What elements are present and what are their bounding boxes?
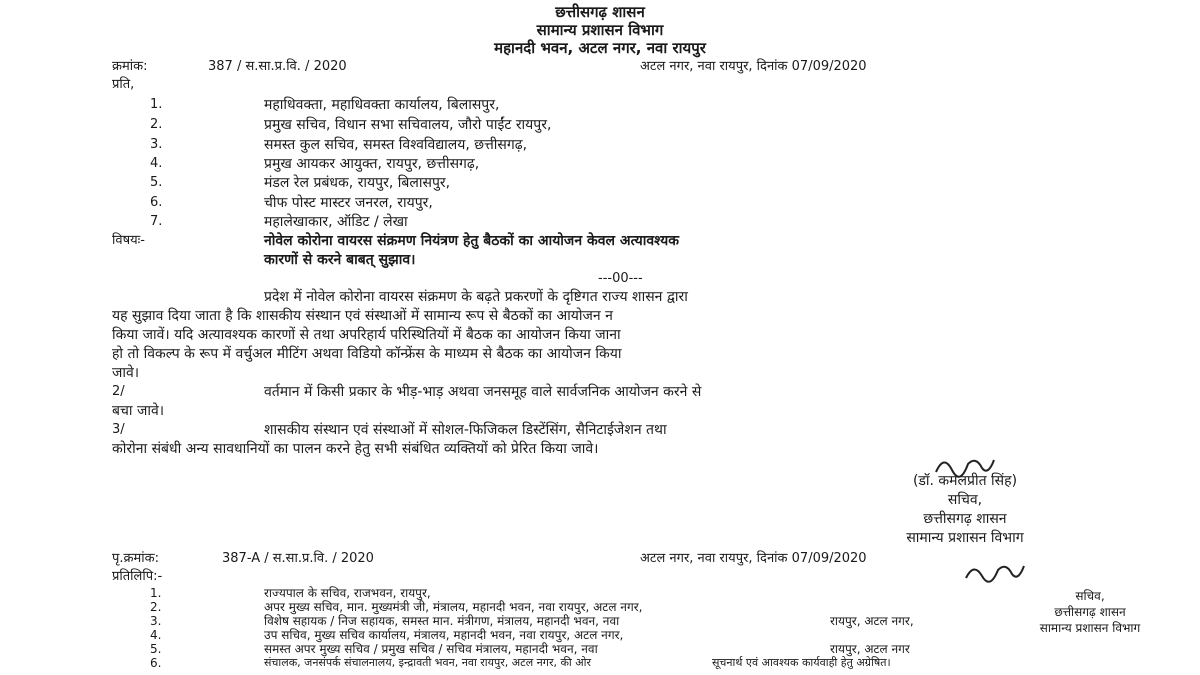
signatory-title: सचिव, xyxy=(947,492,983,508)
recipient-num: 6. xyxy=(150,195,163,210)
recipient-num: 5. xyxy=(150,175,163,190)
recipient-text: चीफ पोस्ट मास्टर जनरल, रायपुर, xyxy=(264,195,433,211)
recipient-text: मंडल रेल प्रबंधक, रायपुर, बिलासपुर, xyxy=(264,175,451,191)
recipient-text: प्रमुख सचिव, विधान सभा सचिवालय, जौरो पाईंट रायपुर, xyxy=(264,117,552,133)
paragraph-num: 3/ xyxy=(112,422,125,437)
subject-line: नोवेल कोरोना वायरस संक्रमण नियंत्रण हेतु बैठकों का आयोजन केवल अत्यावश्यक xyxy=(264,233,679,249)
copy-recipient-num: 1. xyxy=(150,586,162,600)
recipient-text: महालेखाकार, ऑडिट / लेखा xyxy=(264,214,408,230)
copy-recipient-text: अपर मुख्य सचिव, मान. मुख्यमंत्री जी, मंत्रालय, महानदी भवन, नवा रायपुर, अटल नगर, xyxy=(264,600,643,614)
recipient-num: 7. xyxy=(150,214,163,229)
paragraph-line: वर्तमान में किसी प्रकार के भीड़-भाड़ अथवा जनसमूह वाले सार्वजनिक आयोजन करने से xyxy=(264,384,702,400)
copy-recipient-text: समस्त अपर मुख्य सचिव / प्रमुख सचिव / सचिव मंत्रालय, महानदी भवन, नवा xyxy=(264,642,598,656)
signature-scribble xyxy=(960,560,1030,586)
recipient-num: 3. xyxy=(150,137,163,152)
to-label: प्रति, xyxy=(112,77,135,92)
copy-recipient-text: विशेष सहायक / निज सहायक, समस्त मान. मंत्रीगण, मंत्रालय, महानदी भवन, नवा xyxy=(264,614,620,628)
copy-ref-number: 387-A / स.सा.प्र.वि. / 2020 xyxy=(222,551,374,566)
copy-recipient-num: 4. xyxy=(150,628,162,642)
copy-recipient-num: 3. xyxy=(150,614,162,628)
header-dept: सामान्य प्रशासन विभाग xyxy=(536,21,664,39)
recipient-text: समस्त कुल सचिव, समस्त विश्वविद्यालय, छत्तीसगढ़, xyxy=(264,137,528,153)
copy-signatory-title: सचिव, xyxy=(1075,589,1105,603)
recipient-num: 2. xyxy=(150,117,163,132)
signatory-dept: सामान्य प्रशासन विभाग xyxy=(906,530,1024,546)
paragraph-line: शासकीय संस्थान एवं संस्थाओं में सोशल-फिजिकल डिस्टेंसिंग, सैनिटाईजेशन तथा xyxy=(264,422,667,438)
copy-recipient-num: 5. xyxy=(150,642,162,656)
header-govt: छत्तीसगढ़ शासन xyxy=(555,3,645,21)
copy-label: प्रतिलिपि:- xyxy=(112,569,163,584)
signatory-name: (डॉ. कमलप्रीत सिंह) xyxy=(912,473,1018,489)
paragraph-line: बचा जावे। xyxy=(112,403,165,419)
copy-recipient-text: रायपुर, अटल नगर, xyxy=(830,614,914,628)
recipient-text: महाधिवक्ता, महाधिवक्ता कार्यालय, बिलासपुर, xyxy=(264,97,500,113)
ref-label: क्रमांक: xyxy=(112,59,148,74)
copy-ref-label: पृ.क्रमांक: xyxy=(112,551,160,566)
header-address: महानदी भवन, अटल नगर, नवा रायपुर xyxy=(494,39,706,57)
copy-recipient-text: राज्यपाल के सचिव, राजभवन, रायपुर, xyxy=(264,586,431,600)
recipient-num: 4. xyxy=(150,156,163,171)
subject-line: कारणों से करने बाबत् सुझाव। xyxy=(264,252,416,268)
ref-number: 387 / स.सा.प्र.वि. / 2020 xyxy=(208,59,347,74)
paragraph-line: हो तो विकल्प के रूप में वर्चुअल मीटिंग अथवा विडियो कॉन्फ्रेंस के माध्यम से बैठक का आयोजन किया xyxy=(112,346,622,362)
paragraph-line: किया जावें। यदि अत्यावश्यक कारणों से तथा अपरिहार्य परिस्थितियों में बैठक का आयोजन किया जाना xyxy=(112,327,621,343)
paragraph-line: यह सुझाव दिया जाता है कि शासकीय संस्थान एवं संस्थाओं में सामान्य रूप से बैठकों का आयोजन न xyxy=(112,308,613,324)
copy-recipient-num: 6. xyxy=(150,656,162,670)
separator: ---00--- xyxy=(598,271,643,286)
copy-place-date: अटल नगर, नवा रायपुर, दिनांक 07/09/2020 xyxy=(640,551,867,566)
subject-label: विषयः- xyxy=(112,233,145,248)
place-date: अटल नगर, नवा रायपुर, दिनांक 07/09/2020 xyxy=(640,59,867,74)
paragraph-line: जावे। xyxy=(112,365,140,381)
copy-recipient-text: सूचनार्थ एवं आवश्यक कार्यवाही हेतु अग्रेषित। xyxy=(712,656,891,669)
copy-signatory-dept: सामान्य प्रशासन विभाग xyxy=(1039,621,1141,635)
copy-recipient-text: उप सचिव, मुख्य सचिव कार्यालय, मंत्रालय, महानदी भवन, नवा रायपुर, अटल नगर, xyxy=(264,628,624,642)
signatory-govt: छत्तीसगढ़ शासन xyxy=(923,511,1007,527)
copy-recipient-text: संचालक, जनसंपर्क संचालनालय, इन्द्रावती भवन, नवा रायपुर, अटल नगर, की ओर xyxy=(264,656,592,669)
paragraph-num: 2/ xyxy=(112,384,125,399)
copy-recipient-num: 2. xyxy=(150,600,162,614)
copy-signatory-govt: छत्तीसगढ़ शासन xyxy=(1054,605,1126,619)
recipient-num: 1. xyxy=(150,97,163,112)
paragraph-line: प्रदेश में नोवेल कोरोना वायरस संक्रमण के बढ़ते प्रकरणों के दृष्टिगत राज्य शासन द्वारा xyxy=(264,289,688,305)
paragraph-line: कोरोना संबंधी अन्य सावधानियों का पालन करने हेतु सभी संबंधित व्यक्तियों को प्रेरित किया जावे। xyxy=(112,441,599,457)
copy-recipient-text: रायपुर, अटल नगर xyxy=(830,642,910,656)
recipient-text: प्रमुख आयकर आयुक्त, रायपुर, छत्तीसगढ़, xyxy=(264,156,480,172)
